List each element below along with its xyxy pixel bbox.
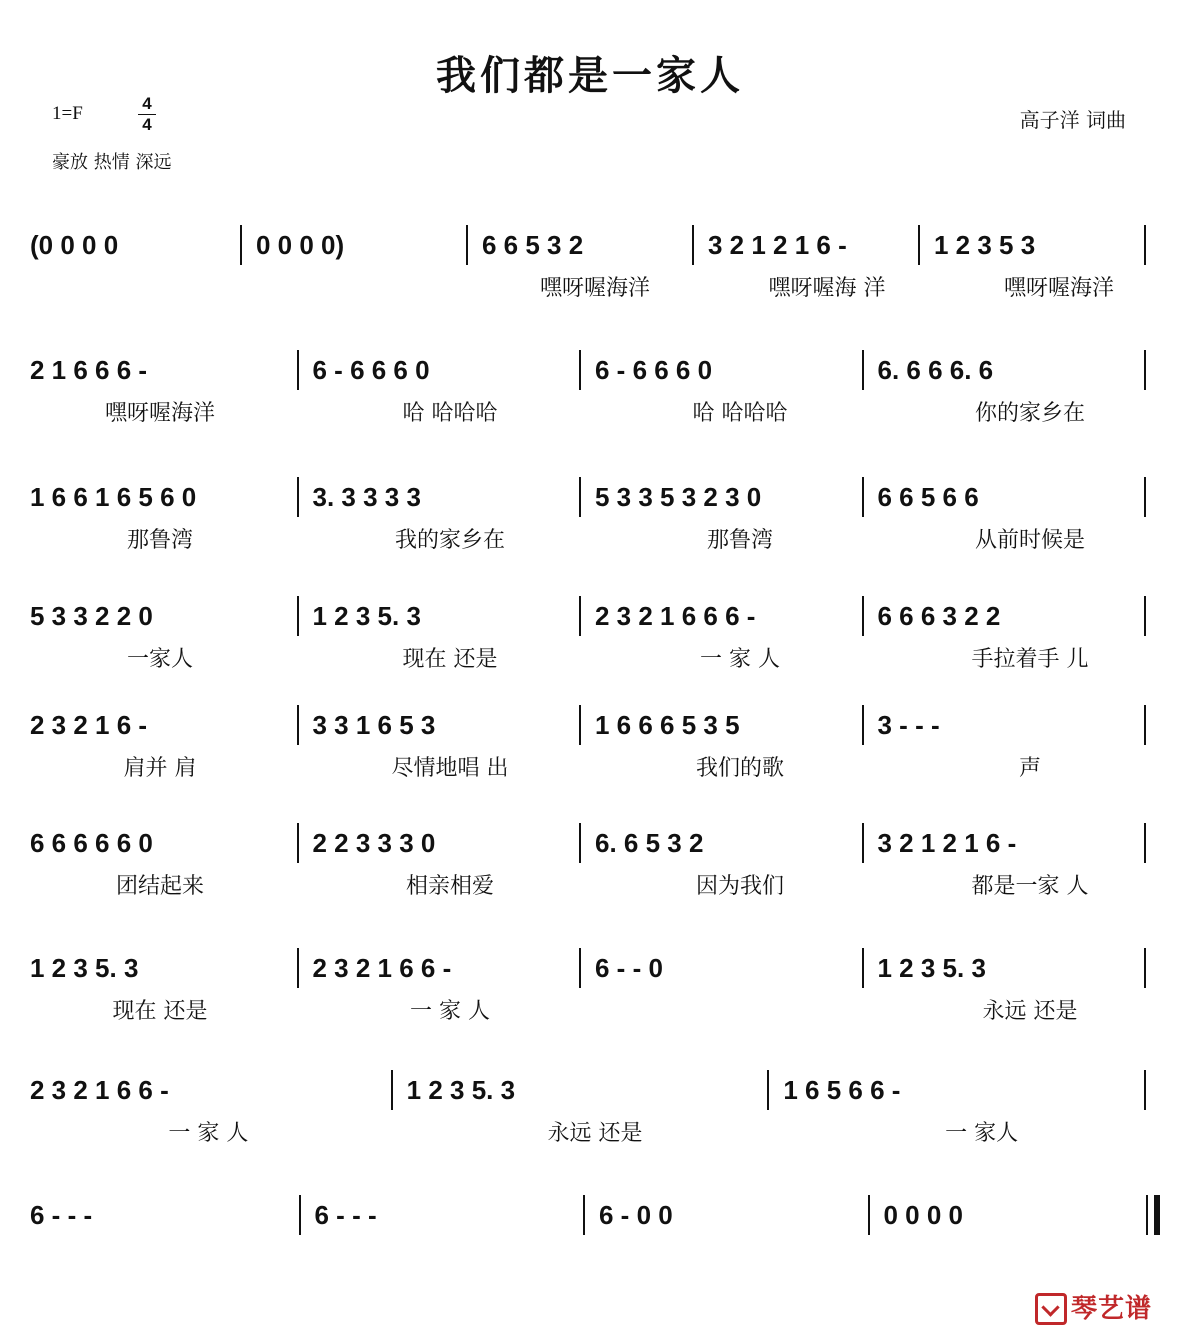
barline: [240, 225, 242, 265]
lyric-segment: 都是一家 人: [971, 873, 1089, 899]
measure: 6 6 6 3 2 2: [877, 600, 1001, 631]
lyric-segment: 一家人: [126, 646, 193, 672]
tempo-marking: 豪放 热情 深远: [52, 152, 172, 173]
measure: 2 3 2 1 6 6 -: [312, 952, 452, 983]
measure: 0 0 0 0: [883, 1199, 964, 1230]
barline: [583, 1195, 585, 1235]
time-signature: [136, 94, 158, 135]
time-signature-bottom: 4: [142, 115, 152, 134]
notes-line: [30, 948, 1160, 988]
barline: [297, 948, 299, 988]
barline: [299, 1195, 301, 1235]
lyric-segment: 那鲁湾: [126, 527, 193, 553]
measure: 5 3 3 2 2 0: [30, 600, 153, 631]
notes-line: [30, 477, 1160, 517]
measure: 3. 3 3 3 3: [312, 481, 421, 512]
notes-line: [30, 596, 1160, 636]
measure: 0 0 0 0): [256, 229, 345, 260]
barline: [1144, 596, 1146, 636]
measure: 3 3 1 6 5 3: [312, 709, 436, 740]
measure: 1 2 3 5 3: [934, 229, 1036, 260]
measure: 6 - - 0: [595, 952, 663, 983]
lyric-segment: 永远 还是: [982, 998, 1078, 1024]
measure: 2 3 2 1 6 6 6 -: [595, 600, 756, 631]
barline: [1144, 1070, 1146, 1110]
lyrics-line: [30, 523, 1160, 553]
barline: [579, 477, 581, 517]
lyric-segment: 团结起来: [115, 873, 204, 899]
lyrics-line: [30, 994, 1160, 1024]
lyric-segment: 一 家 人: [700, 646, 780, 672]
measure: 6 - 0 0: [599, 1199, 673, 1230]
lyric-segment: 肩并 肩: [123, 755, 197, 781]
lyric-segment: 因为我们: [695, 873, 784, 899]
lyric-segment: 尽情地唱 出: [391, 755, 509, 781]
measure: 6 6 6 6 6 0: [30, 827, 153, 858]
barline: [862, 705, 864, 745]
lyrics-line: [30, 869, 1160, 899]
barline: [1144, 948, 1146, 988]
lyric-segment: 嘿呀喔海洋: [104, 400, 215, 426]
barline: [579, 596, 581, 636]
lyrics-line: [30, 271, 1160, 301]
barline: [1144, 705, 1146, 745]
lyric-segment: 嘿呀喔海洋: [539, 275, 650, 301]
lyric-segment: 哈 哈哈哈: [402, 400, 498, 426]
lyric-segment: 永远 还是: [547, 1120, 643, 1146]
lyric-segment: 声: [1018, 755, 1041, 781]
barline: [862, 596, 864, 636]
barline: [862, 477, 864, 517]
lyric-segment: 一 家人: [945, 1120, 1019, 1146]
measure: 6. 6 6 6. 6: [877, 354, 994, 385]
barline: [1144, 477, 1146, 517]
barline: [862, 948, 864, 988]
watermark-logo: [1035, 1288, 1152, 1326]
notes-line: [30, 350, 1160, 390]
measure: 1 6 6 1 6 5 6 0: [30, 481, 197, 512]
measure: 6 - 6 6 6 0: [312, 354, 430, 385]
measure: 2 3 2 1 6 6 -: [30, 1074, 169, 1105]
barline: [297, 596, 299, 636]
measure: 6 6 5 6 6: [877, 481, 979, 512]
lyrics-line: [30, 642, 1160, 672]
lyric-segment: 手拉着手 儿: [971, 646, 1089, 672]
barline: [466, 225, 468, 265]
time-signature-top: 4: [142, 94, 152, 113]
lyric-segment: 我的家乡在: [394, 527, 505, 553]
lyric-segment: 一 家 人: [168, 1120, 249, 1146]
measure: 2 3 2 1 6 -: [30, 709, 148, 740]
watermark-text: 琴艺谱: [1070, 1293, 1152, 1324]
barline: [297, 350, 299, 390]
measure: 3 - - -: [877, 709, 940, 740]
measure: 1 2 3 5. 3: [406, 1074, 516, 1105]
lyric-segment: 那鲁湾: [706, 527, 773, 553]
barline: [767, 1070, 769, 1110]
notes-line: [30, 705, 1160, 745]
lyric-segment: 现在 还是: [112, 998, 208, 1024]
notes-line: [30, 225, 1160, 265]
lyric-segment: 你的家乡在: [974, 400, 1085, 426]
barline: [918, 225, 920, 265]
barline: [391, 1070, 393, 1110]
measure: 5 3 3 5 3 2 3 0: [595, 481, 762, 512]
barline: [579, 350, 581, 390]
measure: 6 - - -: [314, 1199, 377, 1230]
measure: 1 6 5 6 6 -: [783, 1074, 901, 1105]
barline: [692, 225, 694, 265]
barline: [862, 350, 864, 390]
barline: [862, 823, 864, 863]
notes-line: [30, 1195, 1160, 1235]
author-credit: 高子洋 词曲: [1019, 108, 1126, 132]
measure: 2 2 3 3 3 0: [312, 827, 436, 858]
measure: 1 2 3 5. 3: [30, 952, 139, 983]
measure: 3 2 1 2 1 6 -: [708, 229, 847, 260]
lyrics-line: [30, 396, 1160, 426]
measure: 2 1 6 6 6 -: [30, 354, 148, 385]
lyric-segment: 从前时候是: [974, 527, 1085, 553]
measure: 6 6 5 3 2: [482, 229, 584, 260]
barline: [579, 823, 581, 863]
lyrics-line: [30, 1116, 1160, 1146]
measure: 1 2 3 5. 3: [312, 600, 421, 631]
song-title: 我们都是一家人: [436, 52, 744, 99]
measure: 6 - 6 6 6 0: [595, 354, 713, 385]
measure: 3 2 1 2 1 6 -: [877, 827, 1017, 858]
lyrics-line: [30, 1241, 1160, 1271]
lyric-segment: 相亲相爱: [405, 873, 494, 899]
key-signature: 1=F: [52, 103, 83, 124]
lyric-segment: 我们的歌: [695, 755, 784, 781]
measure: 1 2 3 5. 3: [877, 952, 986, 983]
notes-line: [30, 823, 1160, 863]
logo-icon: [1035, 1293, 1067, 1325]
measure: 6. 6 5 3 2: [595, 827, 704, 858]
lyric-segment: 嘿呀喔海洋: [1003, 275, 1114, 301]
lyric-segment: 哈 哈哈哈: [692, 400, 788, 426]
measure: 1 6 6 6 5 3 5: [595, 709, 740, 740]
barline: [297, 705, 299, 745]
barline: [297, 823, 299, 863]
barline: [868, 1195, 870, 1235]
lyric-segment: 现在 还是: [402, 646, 498, 672]
measure: 6 - - -: [30, 1199, 93, 1230]
barline: [297, 477, 299, 517]
final-barline: [1146, 1195, 1160, 1235]
barline: [1144, 350, 1146, 390]
lyrics-line: [30, 751, 1160, 781]
barline: [1144, 823, 1146, 863]
barline: [1144, 225, 1146, 265]
barline: [579, 705, 581, 745]
lyric-segment: 一 家 人: [410, 998, 490, 1024]
measure: (0 0 0 0: [30, 229, 119, 260]
lyric-segment: 嘿呀喔海 洋: [768, 275, 886, 301]
notes-line: [30, 1070, 1160, 1110]
barline: [579, 948, 581, 988]
